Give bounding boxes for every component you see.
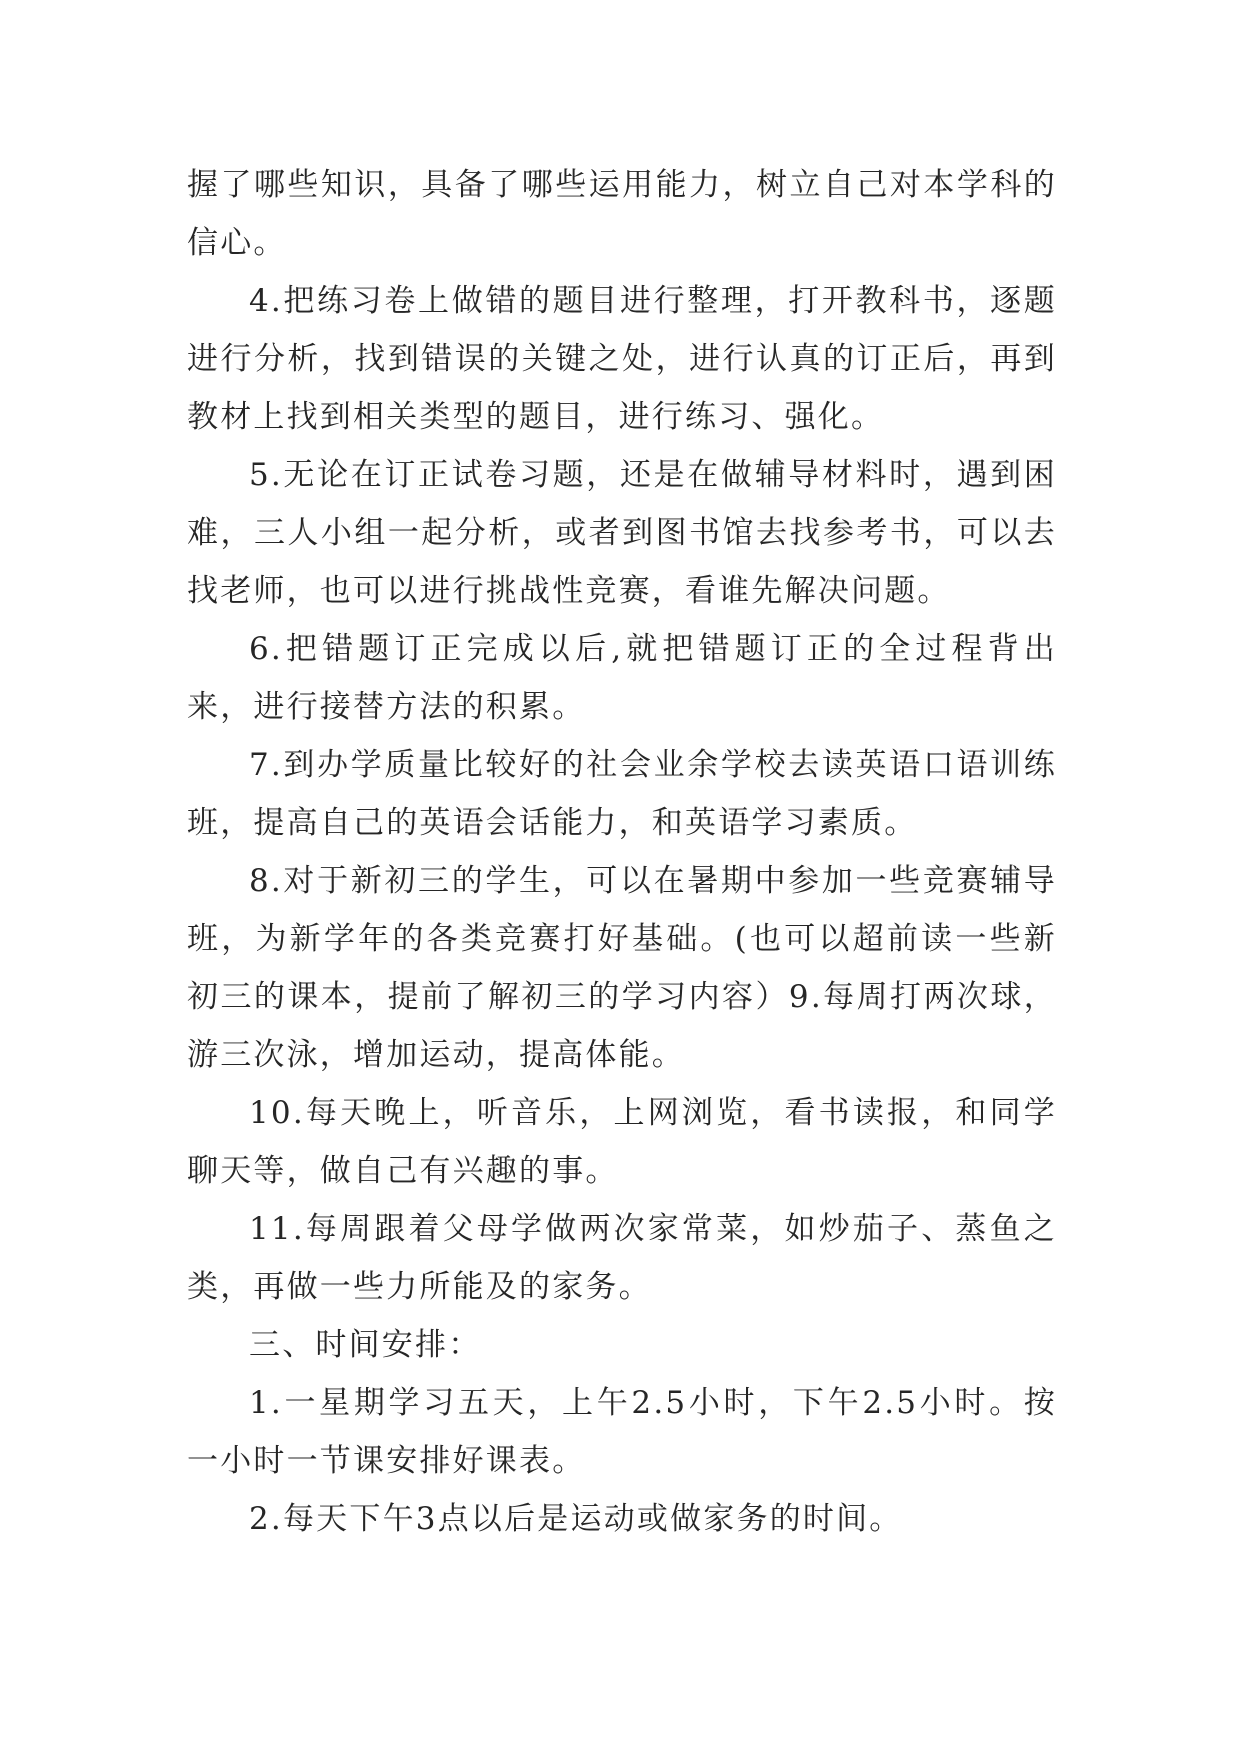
paragraph-item-10: 10.每天晚上，听音乐，上网浏览，看书读报，和同学聊天等，做自己有兴趣的事。 — [187, 1095, 1057, 1189]
paragraph-item-6: 6.把错题订正完成以后,就把错题订正的全过程背出来，进行接替方法的积累。 — [187, 631, 1057, 725]
paragraph-item-8: 8.对于新初三的学生，可以在暑期中参加一些竞赛辅导班，为新学年的各类竞赛打好基础。(也可以超前读一些新初三的课本，提前了解初三的学习内容）9.每周打两次球，游三次泳，增加运动，提高体能。 — [187, 863, 1057, 1073]
paragraph-schedule-2: 2.每天下午3点以后是运动或做家务的时间。 — [249, 1501, 903, 1537]
paragraph-item-11: 11.每周跟着父母学做两次家常菜，如炒茄子、蒸鱼之类，再做一些力所能及的家务。 — [187, 1211, 1057, 1305]
paragraph-schedule-1: 1.一星期学习五天，上午2.5小时，下午2.5小时。按一小时一节课安排好课表。 — [187, 1385, 1057, 1479]
section-heading-schedule: 三、时间安排： — [249, 1327, 482, 1363]
paragraph-continuation: 握了哪些知识，具备了哪些运用能力，树立自己对本学科的信心。 — [187, 167, 1057, 261]
paragraph-item-4: 4.把练习卷上做错的题目进行整理，打开教科书，逐题进行分析，找到错误的关键之处，进行认真的订正后，再到教材上找到相关类型的题目，进行练习、强化。 — [187, 283, 1057, 435]
document-body — [187, 156, 1057, 1548]
paragraph-item-5: 5.无论在订正试卷习题，还是在做辅导材料时，遇到困难，三人小组一起分析，或者到图书馆去找参考书，可以去找老师，也可以进行挑战性竞赛，看谁先解决问题。 — [187, 457, 1057, 609]
paragraph-item-7: 7.到办学质量比较好的社会业余学校去读英语口语训练班，提高自己的英语会话能力，和英语学习素质。 — [187, 747, 1057, 841]
